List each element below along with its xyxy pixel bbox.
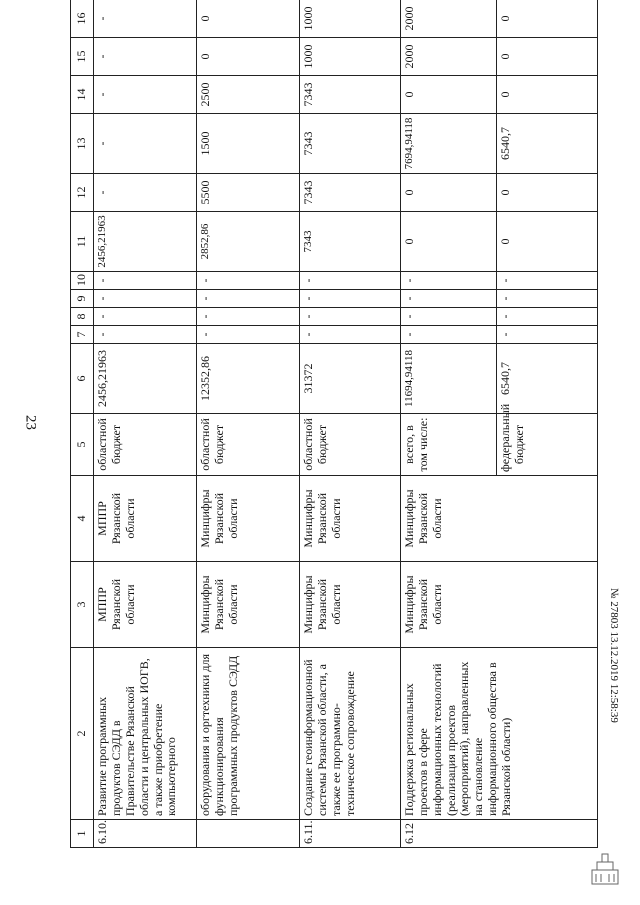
total-amount: 12352,86 [197, 344, 300, 414]
year-value: - [300, 326, 401, 344]
year-value: 0 [497, 38, 598, 76]
header-cell: 5 [71, 414, 94, 476]
header-cell: 7 [71, 326, 94, 344]
table-row [197, 0, 300, 848]
year-value: 7343 [300, 114, 401, 174]
year-value: 7343 [300, 212, 401, 272]
year-value: - [300, 308, 401, 326]
year-value: 0 [497, 0, 598, 38]
responsible-executor: МППР Рязанской области [94, 562, 197, 648]
header-cell: 10 [71, 272, 94, 290]
year-value: - [401, 272, 497, 290]
header-cell: 16 [71, 0, 94, 38]
year-value: 0 [497, 212, 598, 272]
year-value: - [401, 326, 497, 344]
row-number: 6.12 [401, 820, 598, 848]
year-value: - [197, 272, 300, 290]
responsible-executor: Минцифры Рязанской области [197, 562, 300, 648]
year-value: 0 [401, 174, 497, 212]
funding-source: всего, в том числе: [401, 414, 497, 476]
year-value: 2456,21963 [94, 212, 197, 272]
activity-name: Поддержка региональных проектов в сфере информационных технологий (реализация проектов (мероприятий), направленных на становление информационного общества в Рязанской области) [401, 648, 598, 820]
registration-stamp: № 27803 13.12.2019 12:58:39 [608, 588, 620, 723]
header-cell: 1 [71, 820, 94, 848]
year-value: - [497, 326, 598, 344]
year-value: 0 [401, 212, 497, 272]
total-amount: 11694,94118 [401, 344, 497, 414]
row-number: 6.10. [94, 820, 197, 848]
activity-name: оборудования и оргтехники для функционирования программных продуктов СЭДД [197, 648, 300, 820]
year-value: 1000 [300, 0, 401, 38]
row-number [197, 820, 300, 848]
activity-name: Развитие программных продуктов СЭДД в Правительстве Рязанской области и центральных ИОГВ, а также приобретение компьютерного [94, 648, 197, 820]
header-cell: 9 [71, 290, 94, 308]
year-value: - [94, 326, 197, 344]
year-value: - [197, 290, 300, 308]
main-administrator: Минцифры Рязанской области [197, 476, 300, 562]
table-row [401, 0, 497, 848]
year-value: 7694,94118 [401, 114, 497, 174]
year-value: - [94, 290, 197, 308]
funding-source: областной бюджет [94, 414, 197, 476]
responsible-executor: Минцифры Рязанской области [401, 562, 598, 648]
year-value: - [94, 174, 197, 212]
year-value: - [94, 0, 197, 38]
year-value: - [94, 76, 197, 114]
activity-name: Создание геоинформационной системы Рязанской области, а также ее программно-техническое сопровождение [300, 648, 401, 820]
emblem-icon [588, 848, 622, 888]
year-value: - [300, 290, 401, 308]
header-cell: 11 [71, 212, 94, 272]
responsible-executor: Минцифры Рязанской области [300, 562, 401, 648]
main-administrator: Минцифры Рязанской области [401, 476, 598, 562]
header-row [71, 0, 94, 848]
year-value: 6540,7 [497, 114, 598, 174]
year-value: 2000 [401, 0, 497, 38]
funding-source: федеральный бюджет [497, 414, 598, 476]
year-value: 1000 [300, 38, 401, 76]
total-amount: 6540,7 [497, 344, 598, 414]
year-value: 2000 [401, 38, 497, 76]
year-value: 2500 [197, 76, 300, 114]
year-value: - [401, 290, 497, 308]
year-value: - [197, 326, 300, 344]
year-value: 1500 [197, 114, 300, 174]
header-cell: 4 [71, 476, 94, 562]
year-value: 0 [497, 174, 598, 212]
year-value: 0 [497, 76, 598, 114]
funding-source: областной бюджет [300, 414, 401, 476]
header-cell: 14 [71, 76, 94, 114]
total-amount: 31372 [300, 344, 401, 414]
year-value: - [94, 38, 197, 76]
header-cell: 2 [71, 648, 94, 820]
main-administrator: МППР Рязанской области [94, 476, 197, 562]
row-number: 6.11. [300, 820, 401, 848]
year-value: 0 [401, 76, 497, 114]
header-cell: 12 [71, 174, 94, 212]
year-value: - [300, 272, 401, 290]
header-cell: 13 [71, 114, 94, 174]
year-value: - [401, 308, 497, 326]
year-value: - [94, 308, 197, 326]
year-value: - [94, 272, 197, 290]
header-cell: 6 [71, 344, 94, 414]
header-cell: 8 [71, 308, 94, 326]
plan-table [70, 6, 598, 848]
year-value: 0 [197, 38, 300, 76]
year-value: - [94, 114, 197, 174]
table-row [300, 0, 401, 848]
table-row [94, 0, 197, 848]
total-amount: 2456,21963 [94, 344, 197, 414]
year-value: - [497, 290, 598, 308]
year-value: 5500 [197, 174, 300, 212]
main-administrator: Минцифры Рязанской области [300, 476, 401, 562]
header-cell: 3 [71, 562, 94, 648]
year-value: 0 [197, 0, 300, 38]
year-value: - [497, 272, 598, 290]
header-cell: 15 [71, 38, 94, 76]
year-value: 7343 [300, 76, 401, 114]
funding-source: областной бюджет [197, 414, 300, 476]
page-number: 23 [22, 415, 39, 430]
year-value: - [497, 308, 598, 326]
year-value: 2852,86 [197, 212, 300, 272]
year-value: 7343 [300, 174, 401, 212]
year-value: - [197, 308, 300, 326]
